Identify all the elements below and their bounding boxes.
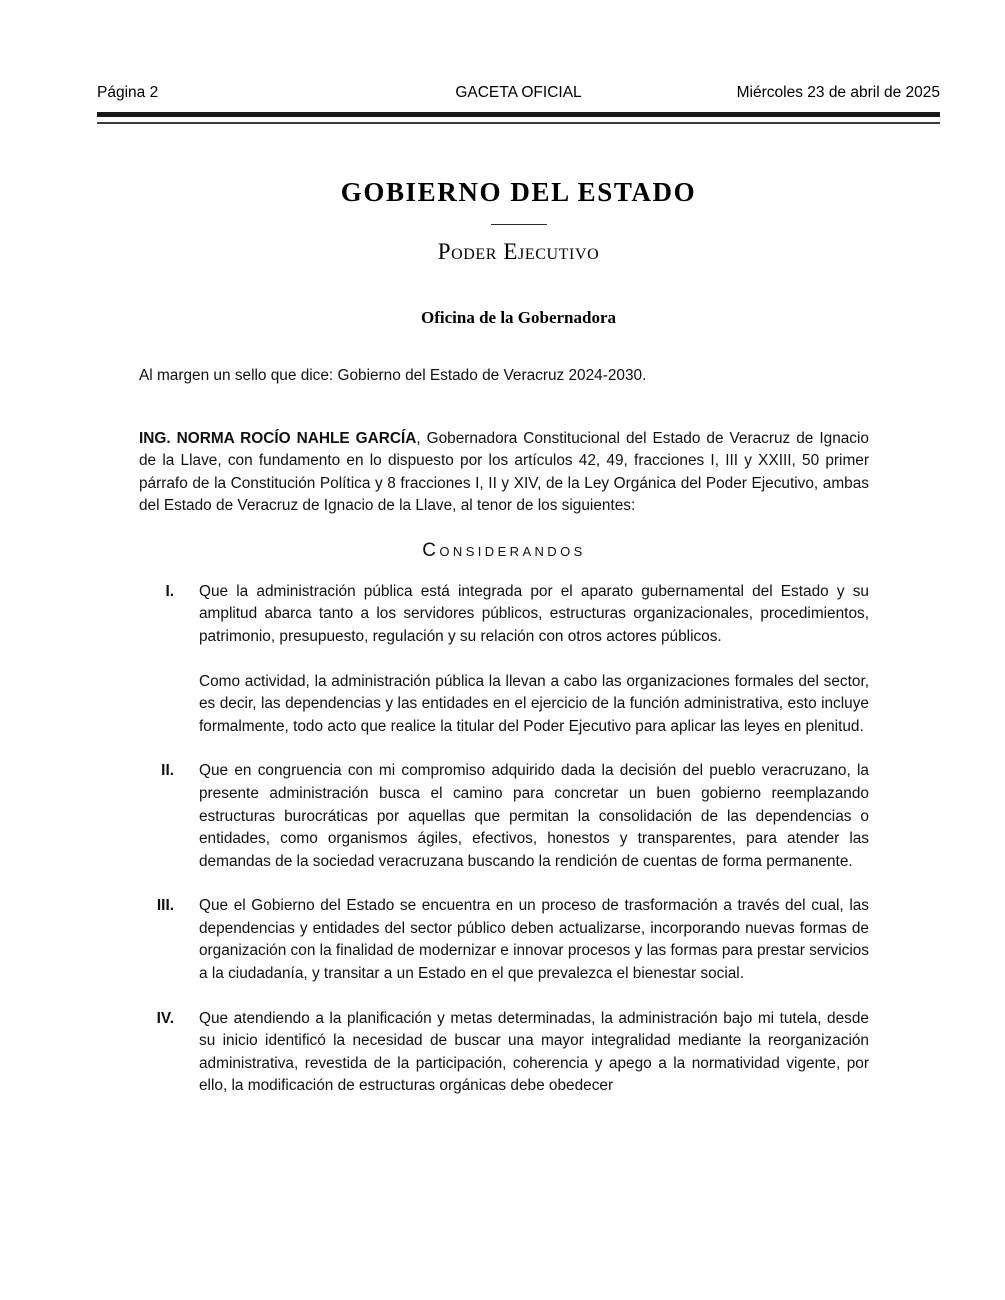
considerando-marker: II. (161, 762, 174, 780)
header-rule-thin (97, 122, 940, 124)
considerando-body (199, 760, 869, 873)
header-rule-thick (97, 112, 940, 117)
header-publication-title: GACETA OFICIAL (455, 84, 582, 101)
header-page-label: Página 2 (97, 84, 159, 101)
considerando-marker: III. (156, 897, 174, 915)
considerando-paragraph: Como actividad, la administración pública la llevan a cabo las organizaciones formales del sector, es decir, las dependencias y las entidades en el ejercicio de la función administrativa, esto incluye formalmente, todo acto que realice la titular del Poder Ejecutivo para aplicar las leyes en plenitud. (199, 672, 869, 735)
preamble-paragraph (139, 428, 869, 518)
considerando-marker: IV. (156, 1009, 174, 1027)
title-block (97, 178, 940, 327)
considerando-paragraph: Que en congruencia con mi compromiso adquirido dada la decisión del pueblo veracruzano, la presente administración busca el camino para concretar un buen gobierno reemplazando estructuras burocráticas por aquellas que permitan la consolidación de las dependencias o entidades, como organismos ágiles, efectivos, honestos y transparentes, para atender las demandas de la sociedad veracruzana buscando la rendición de cuentas de forma permanente. (199, 762, 869, 870)
title-divider (491, 224, 547, 226)
considerando-paragraph: Que atendiendo a la planificación y metas determinadas, la administración bajo mi tutela, desde su inicio identificó la necesidad de buscar una mayor integralidad mediante la reorganización administrativa, revestida de la participación, coherencia y apego a la normatividad vigente, por ello, la modificación de estructuras orgánicas debe obedecer (199, 1009, 869, 1095)
considerando-item (139, 1008, 869, 1098)
considerando-item (139, 760, 869, 873)
signatory-name: ING. NORMA ROCÍO NAHLE GARCÍA (139, 429, 417, 447)
considerando-paragraph: Que la administración pública está integrada por el aparato gubernamental del Estado y su amplitud abarca tanto a los servidores públicos, estructuras organizacionales, procedimientos, patrimonio, presupuesto, regulación y su relación con otros actores públicos. (199, 582, 869, 645)
considerando-body (199, 895, 869, 985)
considerando-paragraph: Que el Gobierno del Estado se encuentra en un proceso de trasformación a través del cual, las dependencias y entidades del sector público deben actualizarse, incorporando nuevas formas de organización con la finalidad de modernizar e innovar procesos y las formas para prestar servicios a la ciudadanía, y transitar a un Estado en el que prevalezca el bienestar social. (199, 897, 869, 983)
issuing-office: Oficina de la Gobernadora (420, 307, 617, 327)
document-body (139, 365, 869, 1098)
seal-note: Al margen un sello que dice: Gobierno del Estado de Veracruz 2024-2030. (139, 367, 647, 384)
preamble-text: , Gobernadora Constitucional del Estado de Veracruz de Ignacio de la Llave, con fundamento en lo dispuesto por los artículos 42, 49, fracciones I, III y XXIII, 50 primer párrafo de la Constitución Política y 8 fracciones I, II y XIV, de la Ley Orgánica del Poder Ejecutivo, ambas del Estado de Veracruz de Ignacio de la Llave, al tenor de los siguientes: (139, 429, 869, 515)
header-date: Miércoles 23 de abril de 2025 (736, 84, 940, 101)
section-heading-considerandos: Considerandos (422, 539, 586, 561)
page-title: GOBIERNO DEL ESTADO (340, 177, 697, 207)
considerando-item (139, 895, 869, 985)
considerando-item (139, 581, 869, 739)
page-header (97, 84, 940, 103)
document-subtitle: Poder Ejecutivo (437, 239, 600, 265)
considerando-marker: I. (165, 582, 174, 600)
considerando-body (199, 581, 869, 739)
considerando-body (199, 1008, 869, 1098)
considerandos-list (139, 581, 869, 1098)
